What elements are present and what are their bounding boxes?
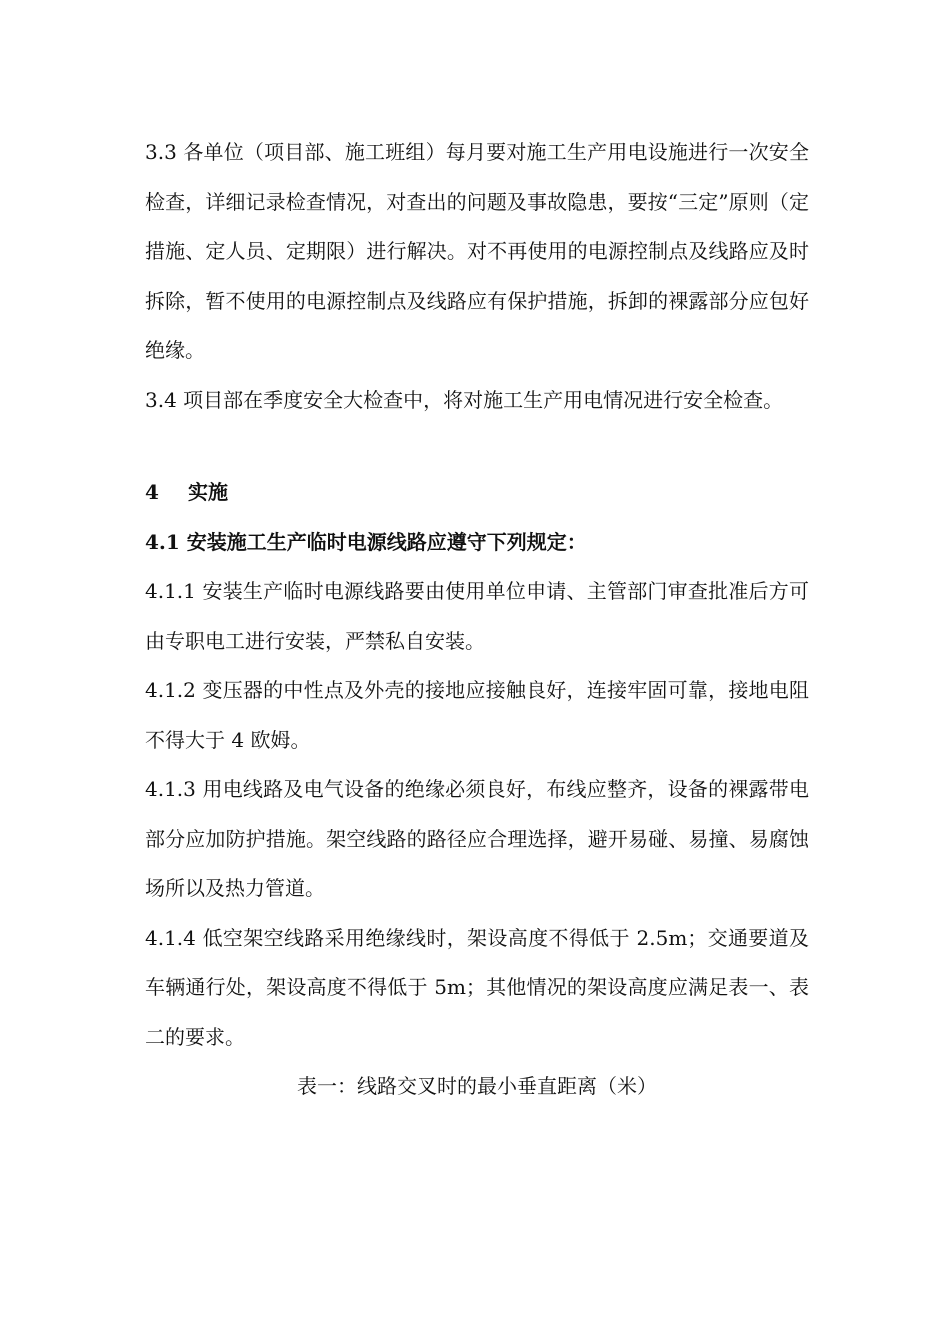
clause-4-1-3: 4.1.3 用电线路及电气设备的绝缘必须良好，布线应整齐，设备的裸露带电部分应加防护措施。架空线路的路径应合理选择，避开易碰、易撞、易腐蚀场所以及热力管道。 [145, 777, 809, 900]
section-spacer [145, 425, 809, 468]
section-number: 4 [145, 480, 159, 504]
document-body [145, 128, 809, 1112]
table-caption: 表一：线路交叉时的最小垂直距离（米） [297, 1074, 657, 1098]
clause-4-1-2: 4.1.2 变压器的中性点及外壳的接地应接触良好，连接牢固可靠，接地电阻不得大于 4 欧姆。 [145, 678, 809, 752]
clause-4-1-4: 4.1.4 低空架空线路采用绝缘线时，架设高度不得低于 2.5m；交通要道及车辆通行处，架设高度不得低于 5m；其他情况的架设高度应满足表一、表二的要求。 [145, 925, 809, 1049]
paragraph-3-3: 3.3 各单位（项目部、施工班组）每月要对施工生产用电设施进行一次安全检查，详细记录检查情况，对查出的问题及事故隐患，要按“三定”原则（定措施、定人员、定期限）进行解决。对不再使用的电源控制点及线路应及时拆除，暂不使用的电源控制点及线路应有保护措施，拆卸的裸露部分应包好绝缘。 [145, 140, 809, 362]
section-heading [145, 468, 809, 518]
clause-4-1-1: 4.1.1 安装生产临时电源线路要由使用单位申请、主管部门审查批准后方可由专职电工进行安装，严禁私自安装。 [145, 579, 809, 653]
section-title: 实施 [188, 480, 228, 504]
paragraph-3-4: 3.4 项目部在季度安全大检查中，将对施工生产用电情况进行安全检查。 [145, 387, 784, 412]
subsection-heading: 4.1 安装施工生产临时电源线路应遵守下列规定： [145, 529, 587, 554]
